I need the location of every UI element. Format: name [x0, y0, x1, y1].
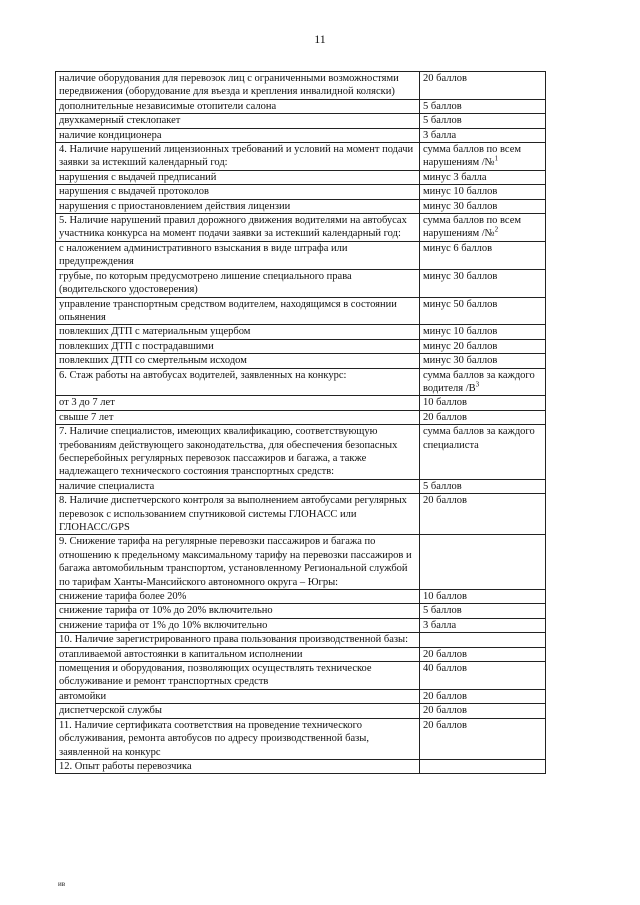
points-cell	[420, 354, 546, 368]
points-value: минус 30 баллов	[423, 355, 498, 367]
points-value: 20 баллов	[423, 719, 467, 731]
points-value: 20 баллов	[423, 73, 467, 84]
table-row	[56, 479, 546, 493]
points-value: минус 30 баллов	[423, 200, 498, 212]
table-row	[56, 425, 546, 480]
points-value: 10 баллов	[423, 397, 467, 409]
points-cell	[420, 114, 546, 128]
criteria-table-body	[56, 72, 546, 774]
points-cell	[420, 604, 546, 618]
table-row	[56, 396, 546, 410]
table-row	[56, 662, 546, 690]
criterion-cell: 11. Наличие сертификата соответствия на проведение технического обслуживания, ремонта автобусов по адресу производственной базы, заявленной на конкурс	[56, 718, 420, 759]
footnote-ref: 3	[475, 380, 480, 389]
criterion-cell: снижение тарифа более 20%	[56, 590, 420, 604]
points-cell	[420, 535, 546, 590]
criterion-cell: двухкамерный стеклопакет	[56, 114, 420, 128]
points-cell	[420, 241, 546, 269]
table-row	[56, 185, 546, 199]
table-row	[56, 143, 546, 171]
table-row	[56, 241, 546, 269]
criterion-cell: диспетчерской службы	[56, 704, 420, 718]
points-value: сумма баллов по всем нарушениям /№	[423, 144, 522, 169]
points-value: сумма баллов за каждого водителя /В	[423, 369, 535, 394]
points-value: минус 30 баллов	[423, 270, 498, 282]
criterion-cell: 5. Наличие нарушений правил дорожного движения водителями на автобусах участника конкурса на момент подачи заявки за истекший календарный год:	[56, 214, 420, 242]
criterion-cell: отапливаемой автостоянки в капитальном исполнении	[56, 647, 420, 661]
criterion-cell: повлекших ДТП со смертельным исходом	[56, 354, 420, 368]
points-cell	[420, 214, 546, 242]
points-value: 3 балла	[423, 129, 457, 141]
table-row	[56, 297, 546, 325]
points-value: минус 10 баллов	[423, 326, 498, 338]
points-value: 5 баллов	[423, 480, 462, 492]
table-row	[56, 339, 546, 353]
criterion-cell: наличие специалиста	[56, 479, 420, 493]
points-value: 20 баллов	[423, 495, 467, 507]
points-cell	[420, 396, 546, 410]
points-cell	[420, 647, 546, 661]
criterion-cell: с наложением административного взыскания в виде штрафа или предупреждения	[56, 241, 420, 269]
points-value: 5 баллов	[423, 605, 462, 617]
table-row	[56, 494, 546, 535]
table-row	[56, 647, 546, 661]
criterion-cell: управление транспортным средством водителем, находящимся в состоянии опьянения	[56, 297, 420, 325]
criterion-cell: от 3 до 7 лет	[56, 396, 420, 410]
table-row	[56, 354, 546, 368]
scoring-criteria-table	[55, 71, 546, 774]
points-value: минус 3 балла	[423, 171, 487, 183]
table-row	[56, 269, 546, 297]
points-value: сумма баллов за каждого специалиста	[423, 426, 535, 451]
footnote-ref: 2	[494, 225, 499, 234]
points-value: сумма баллов по всем нарушениям /№	[423, 215, 522, 240]
criterion-cell: свыше 7 лет	[56, 410, 420, 424]
points-value: минус 50 баллов	[423, 298, 498, 310]
table-row	[56, 633, 546, 647]
points-value: 20 баллов	[423, 411, 467, 423]
table-row	[56, 590, 546, 604]
points-cell	[420, 170, 546, 184]
criterion-cell: грубые, по которым предусмотрено лишение специального права (водительского удостоверения)	[56, 269, 420, 297]
points-cell	[420, 325, 546, 339]
table-row	[56, 368, 546, 396]
table-row	[56, 199, 546, 213]
points-cell	[420, 185, 546, 199]
table-row	[56, 128, 546, 142]
table-row	[56, 214, 546, 242]
points-cell	[420, 618, 546, 632]
table-row	[56, 170, 546, 184]
page-number: 11	[314, 32, 326, 46]
criterion-cell: нарушения с приостановлением действия лицензии	[56, 199, 420, 213]
points-cell	[420, 718, 546, 759]
points-cell	[420, 633, 546, 647]
points-value: минус 6 баллов	[423, 242, 493, 254]
points-value: 20 баллов	[423, 705, 467, 717]
criterion-cell: 4. Наличие нарушений лицензионных требований и условий на момент подачи заявки за истекший календарный год:	[56, 143, 420, 171]
points-cell	[420, 704, 546, 718]
points-cell	[420, 368, 546, 396]
points-cell	[420, 479, 546, 493]
table-row	[56, 718, 546, 759]
points-value: 5 баллов	[423, 115, 462, 127]
criterion-cell: нарушения с выдачей предписаний	[56, 170, 420, 184]
criterion-cell: 7. Наличие специалистов, имеющих квалификацию, соответствующую требованиям действующего законодательства, для обеспечения безопасных бесперебойных регулярных перевозок пассажиров и багажа, а также надлежащего технического состояния транспортных средств:	[56, 425, 420, 480]
criterion-cell: 9. Снижение тарифа на регулярные перевозки пассажиров и багажа по отношению к предельному максимальному тарифу на перевозки пассажиров и багажа автомобильным транспортом, установленному Региональной службой по тарифам Ханты-Мансийского автономного округа – Югры:	[56, 535, 420, 590]
points-value: 10 баллов	[423, 591, 467, 603]
points-cell	[420, 759, 546, 773]
criterion-cell: 8. Наличие диспетчерского контроля за выполнением автобусами регулярных перевозок с использованием спутниковой системы ГЛОНАСС или ГЛОНАСС/GPS	[56, 494, 420, 535]
points-value: 5 баллов	[423, 100, 462, 112]
table-row	[56, 689, 546, 703]
criterion-cell: 12. Опыт работы перевозчика	[56, 759, 420, 773]
criterion-cell: нарушения с выдачей протоколов	[56, 185, 420, 199]
points-value: 3 балла	[423, 619, 457, 631]
table-row	[56, 410, 546, 424]
table-row	[56, 99, 546, 113]
criterion-cell: наличие кондиционера	[56, 128, 420, 142]
points-value: 20 баллов	[423, 690, 467, 702]
criterion-cell: наличие оборудования для перевозок лиц с ограниченными возможностями передвижения (оборудование для въезда и крепления инвалидной коляски)	[56, 72, 420, 100]
points-cell	[420, 425, 546, 480]
table-row	[56, 618, 546, 632]
criterion-cell: дополнительные независимые отопители салона	[56, 99, 420, 113]
table-row	[56, 535, 546, 590]
points-cell	[420, 297, 546, 325]
points-cell	[420, 410, 546, 424]
criterion-cell: 6. Стаж работы на автобусах водителей, заявленных на конкурс:	[56, 368, 420, 396]
points-value: 20 баллов	[423, 648, 467, 660]
criterion-cell: 10. Наличие зарегистрированного права пользования производственной базы:	[56, 633, 420, 647]
table-row	[56, 325, 546, 339]
points-cell	[420, 72, 546, 100]
criterion-cell: снижение тарифа от 1% до 10% включительно	[56, 618, 420, 632]
points-cell	[420, 689, 546, 703]
footer-mark: ив	[58, 880, 66, 888]
criterion-cell: повлекших ДТП с материальным ущербом	[56, 325, 420, 339]
footnote-ref: 1	[494, 154, 499, 163]
points-cell	[420, 269, 546, 297]
table-row	[56, 704, 546, 718]
points-cell	[420, 662, 546, 690]
table-row	[56, 114, 546, 128]
points-value: минус 20 баллов	[423, 340, 498, 352]
criterion-cell: снижение тарифа от 10% до 20% включительно	[56, 604, 420, 618]
points-cell	[420, 590, 546, 604]
points-value: 40 баллов	[423, 663, 467, 675]
table-row	[56, 604, 546, 618]
points-cell	[420, 99, 546, 113]
table-row	[56, 759, 546, 773]
points-value: минус 10 баллов	[423, 186, 498, 198]
points-cell	[420, 339, 546, 353]
points-cell	[420, 143, 546, 171]
points-cell	[420, 494, 546, 535]
criterion-cell: автомойки	[56, 689, 420, 703]
points-cell	[420, 199, 546, 213]
criterion-cell: повлекших ДТП с пострадавшими	[56, 339, 420, 353]
criterion-cell: помещения и оборудования, позволяющих осуществлять техническое обслуживание и ремонт транспортных средств	[56, 662, 420, 690]
points-cell	[420, 128, 546, 142]
table-row	[56, 72, 546, 100]
